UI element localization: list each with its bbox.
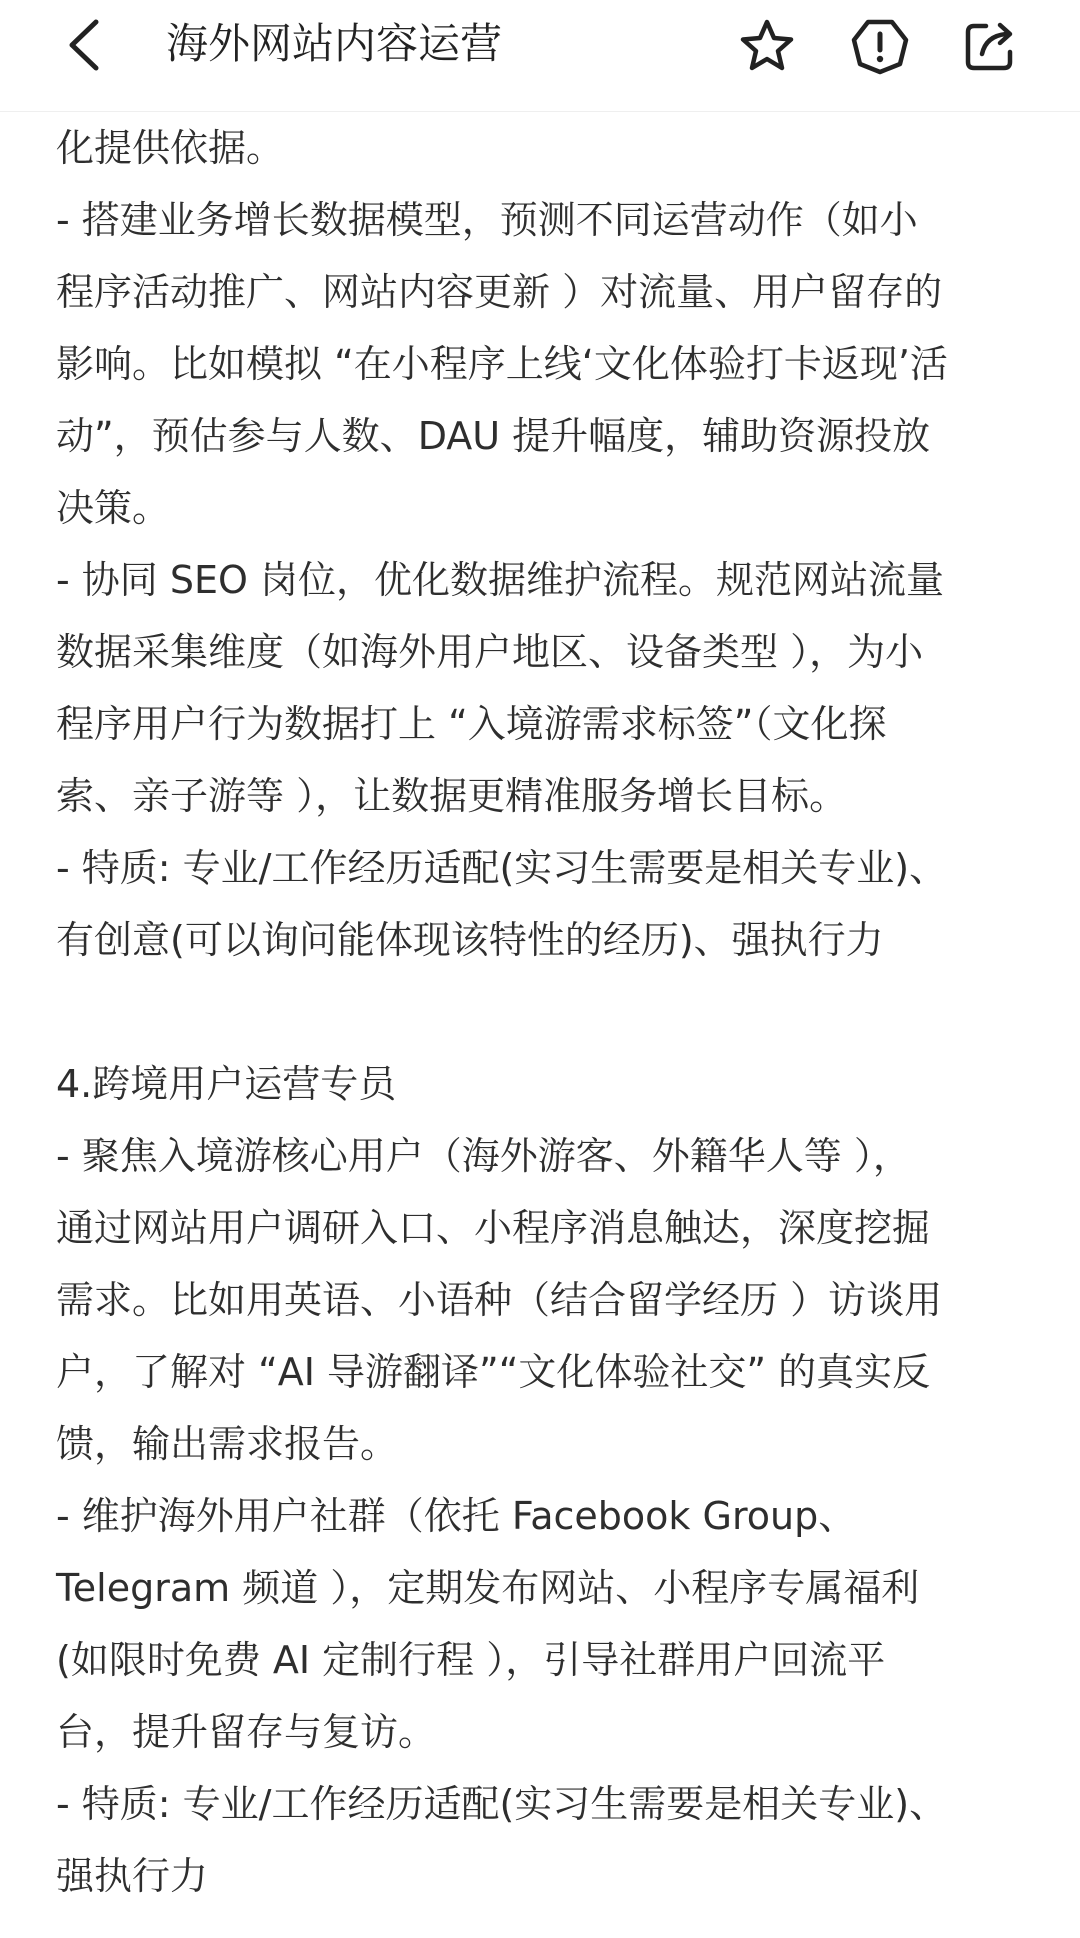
blank-line xyxy=(56,976,1016,1048)
article-line: - 协同 SEO 岗位，优化数据维护流程。规范网站流量 xyxy=(56,558,944,602)
chevron-left-icon xyxy=(58,12,118,78)
share-button[interactable] xyxy=(958,14,1022,78)
share-icon xyxy=(958,14,1022,78)
article-line: 户，了解对 “AI 导游翻译”“文化体验社交” 的真实反 xyxy=(56,1350,931,1394)
article-line: 动”，预估参与人数、DAU 提升幅度，辅助资源投放 xyxy=(56,414,931,458)
article-line: 索、亲子游等 ），让数据更精准服务增长目标。 xyxy=(56,774,848,818)
article-line: - 聚焦入境游核心用户（海外游客、外籍华人等 ）， xyxy=(56,1134,911,1178)
top-bar xyxy=(0,0,1080,112)
article-line: Telegram 频道 ），定期发布网站、小程序专属福利 xyxy=(56,1566,920,1610)
article-line: 需求。比如用英语、小语种（结合留学经历 ）访谈用 xyxy=(56,1278,943,1322)
star-icon xyxy=(735,14,799,78)
article-line: 强执行力 xyxy=(56,1854,209,1898)
article-line: (如限时免费 AI 定制行程 ），引导社群用户回流平 xyxy=(56,1638,886,1682)
favorite-button[interactable] xyxy=(735,14,799,78)
article-line: 影响。比如模拟 “在小程序上线‘文化体验打卡返现’活 xyxy=(56,342,948,386)
article-line: - 特质: 专业/工作经历适配(实习生需要是相关专业)、 xyxy=(56,846,948,890)
article-line: 通过网站用户调研入口、小程序消息触达，深度挖掘 xyxy=(56,1206,931,1250)
article-line: 化提供依据。 xyxy=(56,126,285,170)
section-heading: 4.跨境用户运营专员 xyxy=(56,1062,397,1106)
report-button[interactable] xyxy=(848,14,912,78)
article-line: 程序活动推广、网站内容更新 ）对流量、用户留存的 xyxy=(56,270,943,314)
article-line: 台，提升留存与复访。 xyxy=(56,1710,437,1754)
article-line: 有创意(可以询问能体现该特性的经历)、强执行力 xyxy=(56,918,884,962)
article-line: - 搭建业务增长数据模型，预测不同运营动作（如小 xyxy=(56,198,918,242)
page-title: 海外网站内容运营 xyxy=(166,19,503,68)
back-button[interactable] xyxy=(58,12,118,78)
alert-icon xyxy=(848,14,912,78)
article-body xyxy=(56,112,1016,1912)
article-line: 数据采集维度（如海外用户地区、设备类型 ），为小 xyxy=(56,630,924,674)
article-line: - 特质: 专业/工作经历适配(实习生需要是相关专业)、 xyxy=(56,1782,948,1826)
article-line: - 维护海外用户社群（依托 Facebook Group、 xyxy=(56,1494,857,1538)
article-line: 程序用户行为数据打上 “入境游需求标签”（文化探 xyxy=(56,702,887,746)
article-line: 馈，输出需求报告。 xyxy=(56,1422,399,1466)
article-line: 决策。 xyxy=(56,486,171,530)
